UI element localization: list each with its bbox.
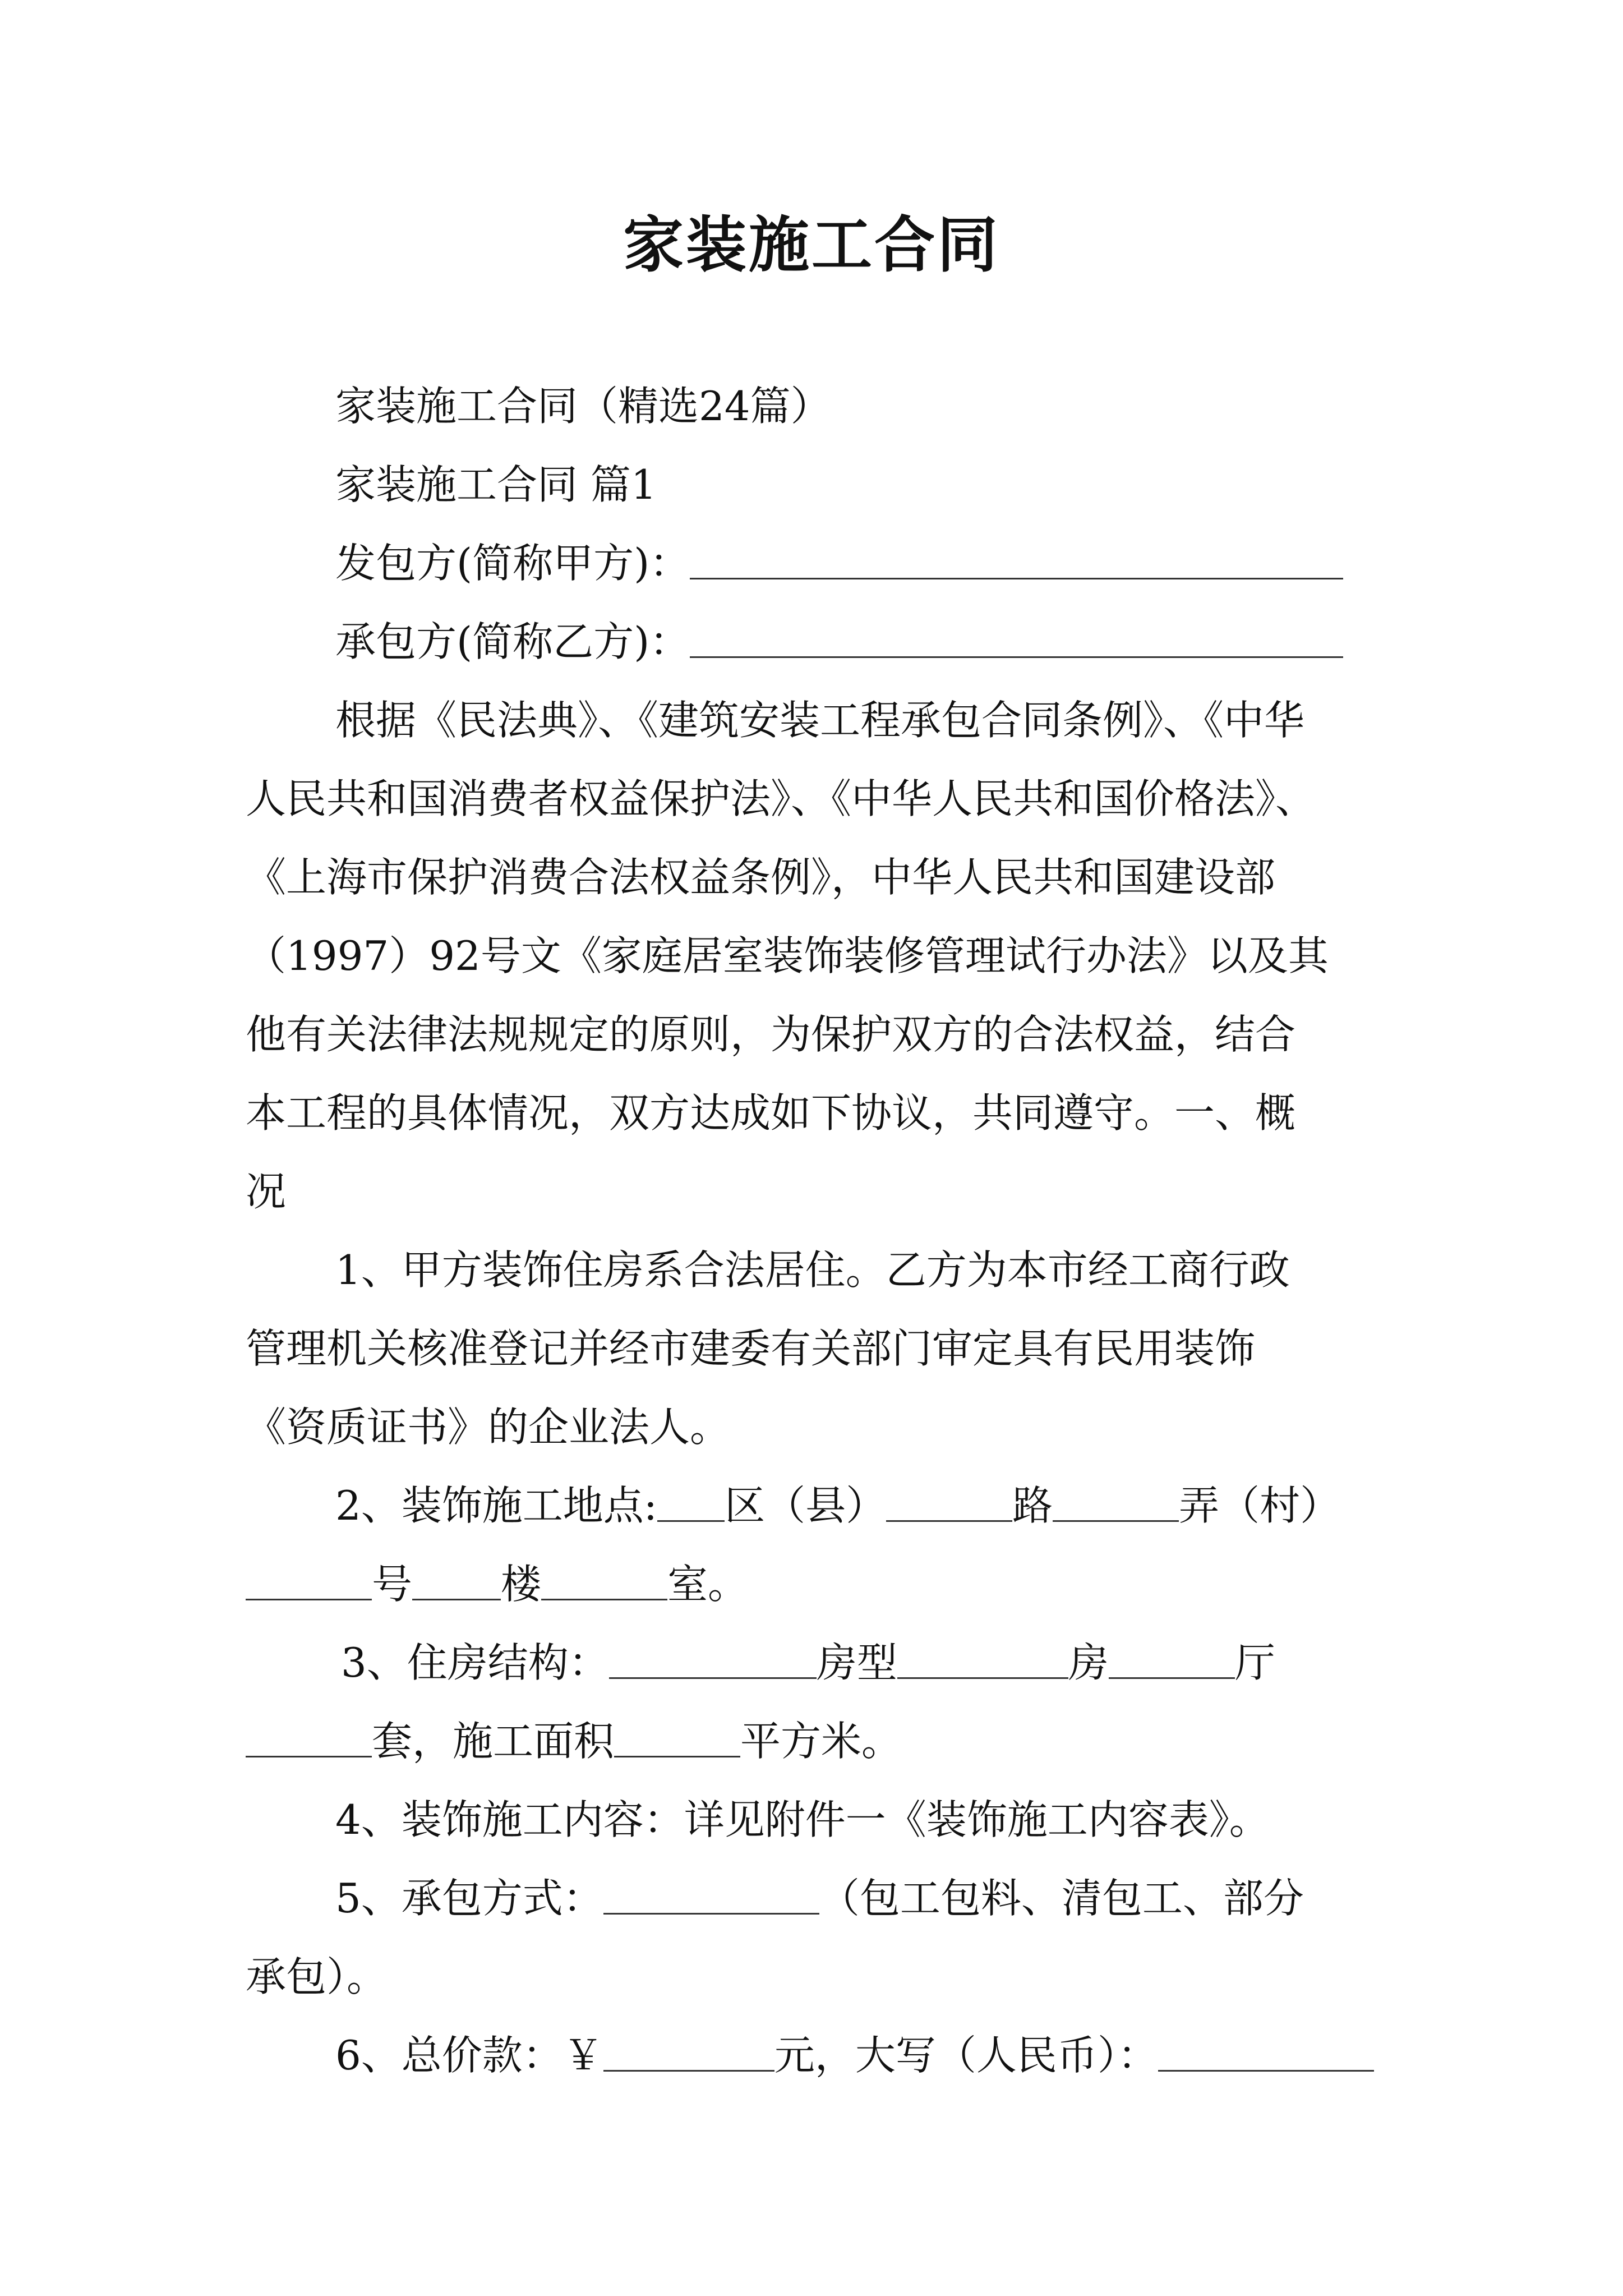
halls-label: 厅 <box>1234 1639 1275 1686</box>
sets-blank <box>246 1722 372 1757</box>
rooms-blank <box>1109 1644 1235 1679</box>
item6-line <box>335 2032 1374 2079</box>
item5-line <box>335 1875 1304 1922</box>
preamble-line: 根据《民法典》、《建筑安装工程承包合同条例》、《中华 <box>335 697 1305 744</box>
item5-label: 5、承包方式： <box>335 1875 603 1922</box>
road-blank <box>886 1487 1012 1522</box>
document-title: 家装施工合同 <box>623 210 1000 280</box>
item5-line: 承包）。 <box>246 1953 388 2000</box>
item5-options: （包工包料、清包工、部分 <box>819 1875 1304 1922</box>
room-label: 室。 <box>667 1561 749 1608</box>
room-blank <box>541 1565 667 1600</box>
section-heading: 家装施工合同 篇1 <box>335 461 657 508</box>
item3-line <box>341 1639 1275 1686</box>
preamble-line: 况 <box>246 1168 287 1215</box>
party-b-blank <box>690 623 1343 658</box>
number-label: 号 <box>372 1561 413 1608</box>
number-blank <box>246 1565 372 1600</box>
preamble-line: 他有关法律法规规定的原则，为保护双方的合法权益，结合 <box>246 1011 1296 1058</box>
building-label: 楼 <box>501 1561 542 1608</box>
item1-line: 《资质证书》的企业法人。 <box>246 1404 731 1451</box>
item4-line: 4、装饰施工内容：详见附件一《装饰施工内容表》。 <box>335 1796 1270 1843</box>
type-blank <box>897 1644 1068 1679</box>
type-label: 房型 <box>816 1639 897 1686</box>
item2-label: 2、装饰施工地点: <box>335 1482 658 1529</box>
price-blank <box>603 2036 774 2072</box>
preamble-line: 人民共和国消费者权益保护法》、《中华人民共和国价格法》、 <box>246 775 1316 822</box>
party-b-label: 承包方(简称乙方)： <box>335 618 690 665</box>
district-blank <box>657 1487 725 1522</box>
sqm-label: 平方米。 <box>740 1718 902 1765</box>
sets-label: 套，施工面积 <box>372 1718 615 1765</box>
party-a-line <box>335 540 1343 587</box>
item2-line <box>246 1561 749 1608</box>
preamble-line: （1997）92号文《家庭居室装饰装修管理试行办法》以及其 <box>246 932 1329 979</box>
item3-label: 3、住房结构： <box>341 1639 609 1686</box>
lane-label: 弄（村） <box>1179 1482 1341 1529</box>
district-label: 区（县） <box>725 1482 887 1529</box>
item6-label: 6、总价款：￥ <box>335 2032 603 2079</box>
item2-line <box>335 1482 1341 1529</box>
item1-line: 管理机关核准登记并经市建委有关部门审定具有民用装饰 <box>246 1325 1256 1372</box>
rooms-label: 房 <box>1068 1639 1109 1686</box>
preamble-line: 本工程的具体情况，双方达成如下协议，共同遵守。一、概 <box>246 1089 1296 1137</box>
building-blank <box>412 1565 501 1600</box>
area-blank <box>614 1722 740 1757</box>
contract-mode-blank <box>603 1879 819 1915</box>
party-b-line <box>335 618 1343 665</box>
document-subtitle: 家装施工合同（精选24篇） <box>335 383 831 430</box>
preamble-line: 《上海市保护消费合法权益条例》，中华人民共和国建设部 <box>246 854 1276 901</box>
price-words-blank <box>1158 2036 1374 2072</box>
lane-blank <box>1053 1487 1179 1522</box>
item1-line: 1、甲方装饰住房系合法居住。乙方为本市经工商行政 <box>335 1246 1290 1294</box>
item3-line <box>246 1718 902 1765</box>
item6-yuan: 元，大写（人民币）： <box>774 2032 1158 2079</box>
road-label: 路 <box>1012 1482 1053 1529</box>
party-a-label: 发包方(简称甲方)： <box>335 540 690 587</box>
structure-blank <box>609 1644 817 1679</box>
party-a-blank <box>690 544 1343 579</box>
